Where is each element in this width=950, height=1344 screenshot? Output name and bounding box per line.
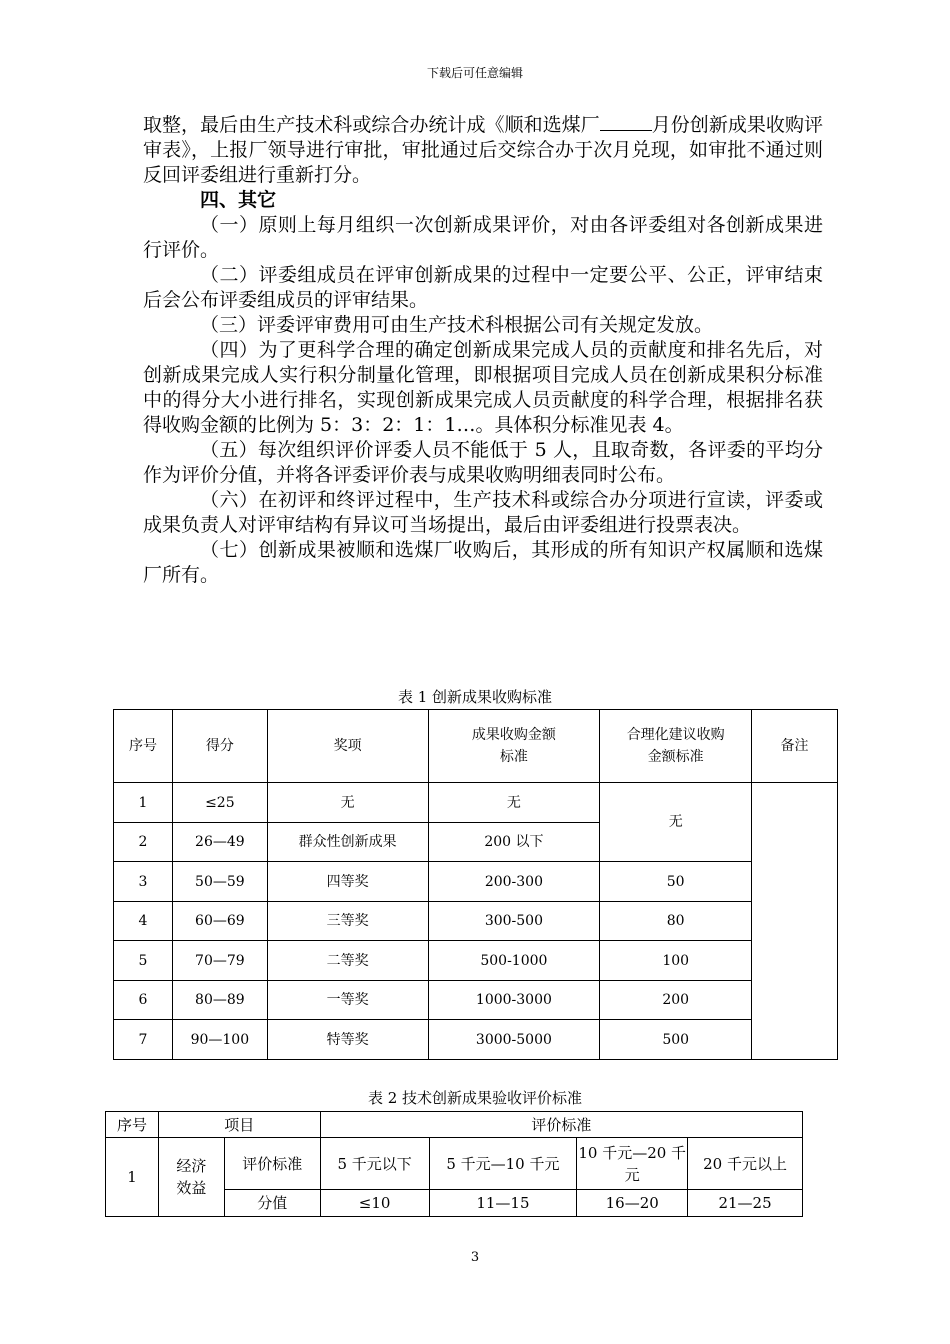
paragraph: （五）每次组织评价评委人员不能低于 5 人，且取奇数，各评委的平均分作为评价分值，并将各评委评价表与成果收购明细表同时公布。	[143, 439, 823, 486]
cell-level: 10 千元—20 千元	[577, 1138, 688, 1190]
header-cell: 得分	[172, 710, 267, 783]
header-cell: 项目	[158, 1112, 320, 1138]
cell-award: 二等奖	[267, 941, 428, 981]
header-cell: 奖项	[267, 710, 428, 783]
intro-part1: 取整，最后由生产技术科或综合办统计成《顺和选煤厂	[143, 114, 600, 136]
cell-amount: 300-500	[428, 902, 600, 941]
category-line: 效益	[176, 1179, 207, 1197]
cell-level: 5 千元以下	[320, 1138, 429, 1190]
acquisition-standard-table	[113, 709, 838, 1060]
cell-no: 4	[114, 902, 173, 941]
cell-score: 60—69	[172, 902, 267, 941]
paragraph: （六）在初评和终评过程中，生产技术科或综合办分项进行宣读，评委或成果负责人对评审结构有异议可当场提出，最后由评委组进行投票表决。	[143, 489, 823, 536]
cell-level: 20 千元以上	[688, 1138, 803, 1190]
cell-amount: 1000-3000	[428, 981, 600, 1020]
header-cell	[600, 710, 752, 783]
cell-award: 群众性创新成果	[267, 823, 428, 862]
cell-score-label: 分值	[224, 1190, 320, 1217]
cell-award: 三等奖	[267, 902, 428, 941]
cell-criteria-label: 评价标准	[224, 1138, 320, 1190]
header-cell: 评价标准	[320, 1112, 802, 1138]
intro-part2: 月份创新成果收购评审表》，上报厂领导进行审批，审批通过后交综合办于次月兑现，如审批不通过则反回评委组进行重新打分。	[143, 114, 823, 186]
cell-suggestion: 500	[600, 1020, 752, 1060]
cell-amount: 3000-5000	[428, 1020, 600, 1060]
header-line: 金额标准	[647, 749, 704, 765]
paragraph: （四）为了更科学合理的确定创新成果完成人员的贡献度和排名先后，对创新成果完成人实行积分制量化管理，即根据项目完成人员在创新成果积分标准中的得分大小进行排名，实现创新成果完成人员贡献度的科学合理，根据排名获得收购金额的比例为 5：3：2：1：1…。具体积分标准见表 4。	[143, 339, 823, 436]
table1-caption: 表 1 创新成果收购标准	[397, 688, 553, 706]
table2-caption: 表 2 技术创新成果验收评价标准	[367, 1089, 583, 1107]
intro-paragraph	[143, 112, 823, 188]
cell-score: 16—20	[577, 1190, 688, 1217]
cell-amount: 200-300	[428, 862, 600, 902]
cell-amount: 200 以下	[428, 823, 600, 862]
cell-score: 80—89	[172, 981, 267, 1020]
cell-no: 6	[114, 981, 173, 1020]
cell-suggestion: 100	[600, 941, 752, 981]
paragraph: （二）评委组成员在评审创新成果的过程中一定要公平、公正，评审结束后会公布评委组成员的评审结果。	[143, 264, 823, 311]
cell-score: 26—49	[172, 823, 267, 862]
table-row	[114, 902, 838, 941]
paragraph: （一）原则上每月组织一次创新成果评价，对由各评委组对各创新成果进行评价。	[143, 214, 823, 261]
cell-remark	[752, 783, 838, 1060]
cell-suggestion: 无	[600, 783, 752, 862]
cell-score: 11—15	[429, 1190, 577, 1217]
header-cell: 备注	[752, 710, 838, 783]
header-cell: 序号	[106, 1112, 159, 1138]
category-line: 经济	[176, 1157, 207, 1175]
cell-score: ≤10	[320, 1190, 429, 1217]
cell-score: ≤25	[172, 783, 267, 823]
cell-no: 5	[114, 941, 173, 981]
cell-suggestion: 200	[600, 981, 752, 1020]
cell-no: 2	[114, 823, 173, 862]
cell-no: 1	[106, 1138, 159, 1217]
cell-category	[158, 1138, 224, 1217]
cell-score: 90—100	[172, 1020, 267, 1060]
cell-award: 四等奖	[267, 862, 428, 902]
table-header-row	[114, 710, 838, 783]
table-row	[114, 1020, 838, 1060]
cell-award: 特等奖	[267, 1020, 428, 1060]
body-text	[143, 112, 823, 588]
cell-score: 70—79	[172, 941, 267, 981]
cell-score: 50—59	[172, 862, 267, 902]
cell-level: 5 千元—10 千元	[429, 1138, 577, 1190]
header-line: 标准	[499, 749, 528, 765]
section-title: 四、其它	[200, 189, 277, 211]
cell-score: 21—25	[688, 1190, 803, 1217]
cell-award: 一等奖	[267, 981, 428, 1020]
cell-suggestion: 50	[600, 862, 752, 902]
cell-no: 3	[114, 862, 173, 902]
paragraph: （七）创新成果被顺和选煤厂收购后，其形成的所有知识产权属顺和选煤厂所有。	[143, 539, 823, 586]
table-header-row	[106, 1112, 803, 1138]
table-row	[114, 862, 838, 902]
cell-suggestion: 80	[600, 902, 752, 941]
header-cell: 序号	[114, 710, 173, 783]
paragraph: （三）评委评审费用可由生产技术科根据公司有关规定发放。	[200, 314, 714, 336]
month-blank	[600, 112, 652, 131]
cell-amount: 无	[428, 783, 600, 823]
header-line: 合理化建议收购	[626, 727, 725, 743]
cell-amount: 500-1000	[428, 941, 600, 981]
header-line: 成果收购金额	[471, 727, 556, 743]
table-row	[106, 1138, 803, 1190]
table-row	[114, 941, 838, 981]
cell-award: 无	[267, 783, 428, 823]
page-header: 下载后可任意编辑	[426, 66, 523, 80]
cell-no: 1	[114, 783, 173, 823]
page-number: 3	[470, 1250, 480, 1265]
table-row	[114, 981, 838, 1020]
header-cell	[428, 710, 600, 783]
evaluation-standard-table	[105, 1111, 803, 1217]
table-row	[114, 783, 838, 823]
cell-no: 7	[114, 1020, 173, 1060]
